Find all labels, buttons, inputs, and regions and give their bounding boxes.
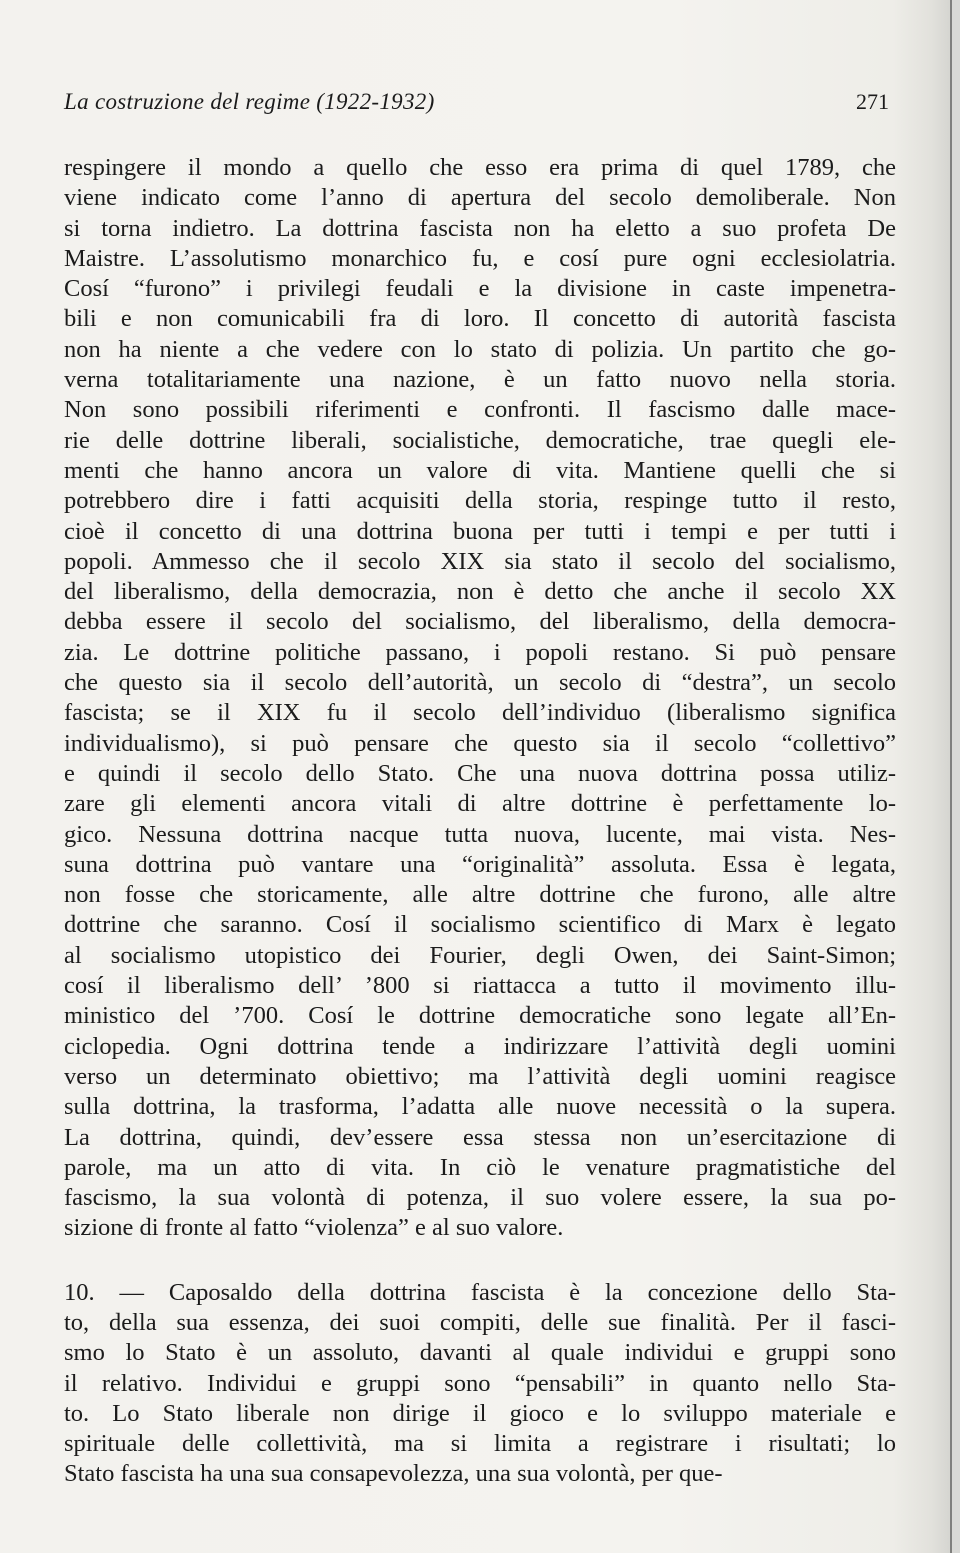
text-line: smo lo Stato è un assoluto, davanti al quale individui e gruppi sono <box>64 1339 896 1367</box>
text-line: to. Lo Stato liberale non dirige il gioco e lo sviluppo materiale e <box>64 1399 896 1427</box>
text-line: ciclopedia. Ogni dottrina tende a indirizzare l’attività degli uomini <box>64 1032 896 1060</box>
page-number: 271 <box>856 89 889 114</box>
text-line: che questo sia il secolo dell’autorità, un secolo di “destra”, un secolo <box>64 669 896 697</box>
text-line: non fosse che storicamente, alle altre dottrine che furono, alle altre <box>64 881 896 909</box>
text-line: popoli. Ammesso che il secolo XIX sia stato il secolo del socialismo, <box>64 547 896 575</box>
text-line: fascismo, la sua volontà di potenza, il suo volere essere, la sua po- <box>64 1184 896 1212</box>
text-line: verna totalitariamente una nazione, è un fatto nuovo nella storia. <box>64 366 896 394</box>
text-line: viene indicato come l’anno di apertura del secolo demoliberale. Non <box>64 184 896 212</box>
text-line: debba essere il secolo del socialismo, del liberalismo, della democra- <box>64 608 896 636</box>
text-line: sulla dottrina, la trasforma, l’adatta alle nuove necessità o la supera. <box>64 1093 896 1121</box>
text-line: al socialismo utopistico dei Fourier, degli Owen, dei Saint-Simon; <box>64 941 896 969</box>
text-line: Cosí “furono” i privilegi feudali e la divisione in caste impenetra- <box>64 275 896 303</box>
text-line: cosí il liberalismo dell’ ’800 si riattacca a tutto il movimento illu- <box>64 972 896 1000</box>
text-line: fascista; se il XIX fu il secolo dell’individuo (liberalismo significa <box>64 699 896 727</box>
text-line: spirituale delle collettività, ma si limita a registrare i risultati; lo <box>64 1430 896 1458</box>
text-line: parole, ma un atto di vita. In ciò le venature pragmatistiche del <box>64 1153 896 1181</box>
body-text <box>64 153 896 1490</box>
paragraph-2 <box>64 1278 896 1490</box>
text-line: cioè il concetto di una dottrina buona per tutti i tempi e per tutti i <box>64 517 896 545</box>
page-edge-shadow <box>952 0 960 1553</box>
text-line: del liberalismo, della democrazia, non è detto che anche il secolo XX <box>64 578 896 606</box>
text-line: e quindi il secolo dello Stato. Che una nuova dottrina possa utiliz- <box>64 759 896 787</box>
page-edge-line <box>950 0 952 1553</box>
paragraph-1 <box>64 153 896 1244</box>
text-line: zare gli elementi ancora vitali di altre dottrine è perfettamente lo- <box>64 790 896 818</box>
text-line: il relativo. Individui e gruppi sono “pensabili” in quanto nello Sta- <box>64 1369 896 1397</box>
text-line: zia. Le dottrine politiche passano, i popoli restano. Si può pensare <box>64 638 896 666</box>
text-line: potrebbero dire i fatti acquisiti della storia, respinge tutto il resto, <box>64 487 896 515</box>
page-header <box>64 89 894 119</box>
text-line: Maistre. L’assolutismo monarchico fu, e cosí pure ogni ecclesiolatria. <box>64 244 896 272</box>
text-line: respingere il mondo a quello che esso era prima di quel 1789, che <box>64 154 896 181</box>
text-line: sizione di fronte al fatto “violenza” e al suo valore. <box>64 1214 564 1242</box>
text-line: non ha niente a che vedere con lo stato di polizia. Un partito che go- <box>64 335 896 363</box>
text-line: Non sono possibili riferimenti e confronti. Il fascismo dalle mace- <box>64 396 896 424</box>
text-line: ministico del ’700. Cosí le dottrine democratiche sono legate all’En- <box>64 1002 896 1030</box>
text-line: suna dottrina può vantare una “originalità” assoluta. Essa è legata, <box>64 850 896 878</box>
text-line: verso un determinato obiettivo; ma l’attività degli uomini reagisce <box>64 1062 896 1090</box>
text-line: si torna indietro. La dottrina fascista non ha eletto a suo profeta De <box>64 214 896 242</box>
text-line: gico. Nessuna dottrina nacque tutta nuova, lucente, mai vista. Nes- <box>64 820 896 848</box>
text-line: menti che hanno ancora un valore di vita. Mantiene quelli che si <box>64 456 896 484</box>
text-line: to, della sua essenza, dei suoi compiti, delle sue finalità. Per il fasci- <box>64 1308 896 1336</box>
text-line: La dottrina, quindi, dev’essere essa stessa non un’esercitazione di <box>64 1123 896 1151</box>
text-line: rie delle dottrine liberali, socialistiche, democratiche, trae quegli ele- <box>64 426 896 454</box>
text-line: 10. — Caposaldo della dottrina fascista è la concezione dello Sta- <box>64 1278 896 1306</box>
running-title: La costruzione del regime (1922-1932) <box>64 89 435 114</box>
text-line: bili e non comunicabili fra di loro. Il concetto di autorità fascista <box>64 305 896 333</box>
text-line: Stato fascista ha una sua consapevolezza, una sua volontà, per que- <box>64 1460 723 1488</box>
text-line: dottrine che saranno. Cosí il socialismo scientifico di Marx è legato <box>64 911 896 939</box>
text-line: individualismo), si può pensare che questo sia il secolo “collettivo” <box>64 729 896 757</box>
